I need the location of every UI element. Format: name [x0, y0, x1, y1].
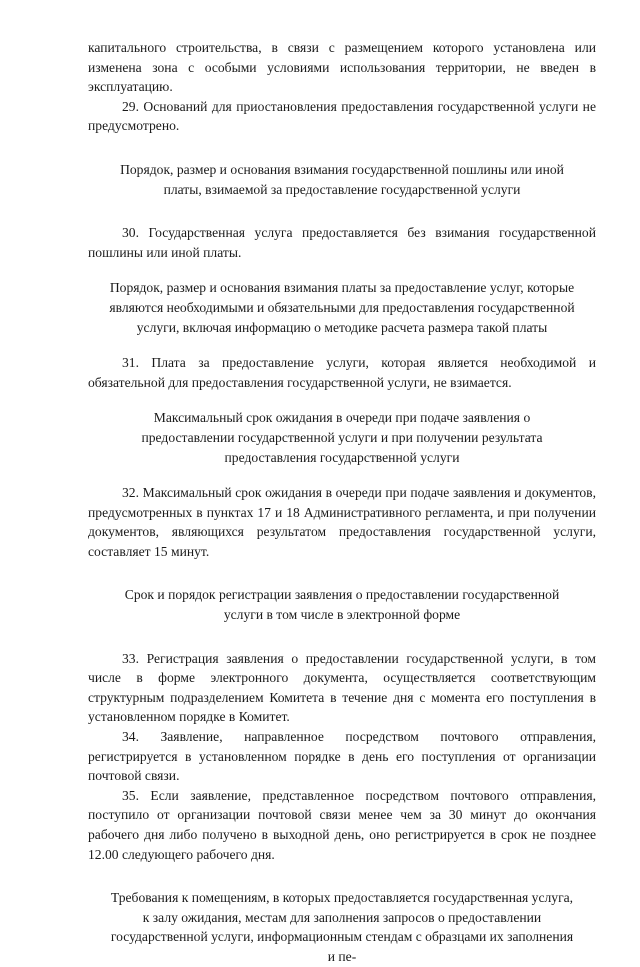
section-heading-queue-time: Максимальный срок ожидания в очереди при подаче заявления о предоставлении государственной услуги и при получении результата предоставления государственной услуги	[141, 410, 543, 465]
document-page	[88, 38, 596, 967]
paragraph-29: 29. Оснований для приостановления предоставления государственной услуги не предусмотрено.	[88, 98, 596, 134]
paragraph-32: 32. Максимальный срок ожидания в очереди при подаче заявления и документов, предусмотренных в пунктах 17 и 18 Административного регламента, и при получении документов, являющихся результатом предоставления государственной услуги, составляет 15 минут.	[88, 485, 596, 559]
paragraph-continuation: капитального строительства, в связи с размещением которого установлена или изменена зона с особыми условиями использования территории, не введен в эксплуатацию.	[88, 40, 596, 95]
section-heading-registration: Срок и порядок регистрации заявления о предоставлении государственной услуги в том числе в электронной форме	[124, 587, 560, 623]
paragraph-33: 33. Регистрация заявления о предоставлении государственной услуги, в том числе в форме электронного документа, осуществляется соответствующим структурным подразделением Комитета в течение дня с момента его поступления в установленном порядке в Комитет.	[88, 650, 596, 725]
paragraph-35: 35. Если заявление, представленное посредством почтового отправления, поступило от организации почтовой связи менее чем за 30 минут до окончания рабочего дня либо получено в выходной день, оно регистрируется в срок не позднее 12.00 следующего рабочего дня.	[88, 787, 596, 862]
section-heading-state-fee: Порядок, размер и основания взимания государственной пошлины или иной платы, взимаемой за предоставление государственной услуги	[120, 161, 564, 197]
paragraph-30: 30. Государственная услуга предоставляется без взимания государственной пошлины или иной платы.	[88, 225, 596, 260]
section-heading-premises: Требования к помещениям, в которых предоставляется государственная услуга, к залу ожидания, местам для заполнения запросов о предоставлении государственной услуги, информационным стендам с образцами их заполнения и пе-	[110, 890, 574, 964]
paragraph-34: 34. Заявление, направленное посредством почтового отправления, регистрируется в установленном порядке в день его поступления от организации почтовой связи.	[88, 729, 596, 784]
paragraph-31: 31. Плата за предоставление услуги, которая является необходимой и обязательной для предоставления государственной услуги, не взимается.	[88, 355, 596, 390]
section-heading-service-fee: Порядок, размер и основания взимания платы за предоставление услуг, которые являются необходимыми и обязательными для предоставления государственной услуги, включая информацию о методике расчета размера такой платы	[109, 280, 575, 335]
